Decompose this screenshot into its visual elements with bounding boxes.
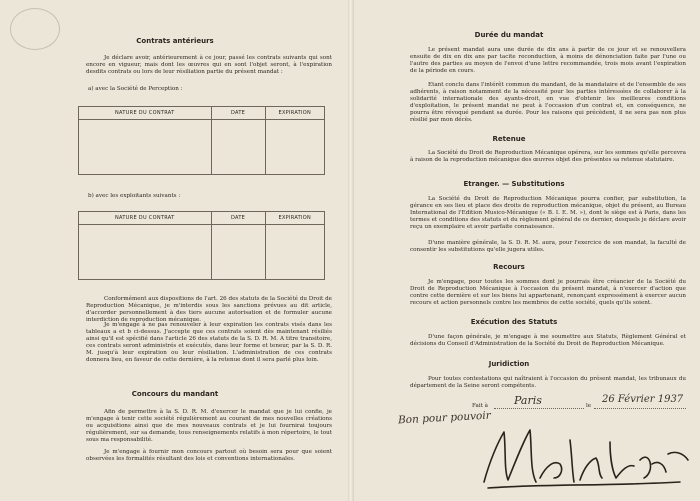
paragraph-substitutions: D'une manière générale, la S. D. R. M. aura, pour l'exercice de son mandat, la faculté de consentir les substitutions qu'elle jugera utiles. — [410, 240, 686, 253]
col-header-expiration: EXPIRATION — [265, 107, 324, 120]
table-cell — [265, 120, 324, 175]
heading-recours: Recours — [493, 263, 525, 271]
heading-etranger-substitutions: Etranger. — Substitutions — [463, 180, 565, 188]
heading-duree-mandat: Durée du mandat — [474, 31, 544, 39]
place-line — [494, 408, 584, 409]
heading-contrats-anterieurs: Contrats antérieurs — [136, 37, 214, 45]
date-line — [594, 408, 686, 409]
table-cell — [79, 120, 212, 175]
paragraph-juridiction: Pour toutes contestations qui naîtraient à l'occasion du présent mandat, les tribunaux du département de la Seine seront compétents. — [410, 376, 686, 389]
paragraph-statuts: D'une façon générale, je m'engage à me soumettre aux Statuts, Règlement Général et décisions du Conseil d'Administration de la Société du Droit de Reproduction Mécanique. — [410, 334, 686, 347]
heading-execution-statuts: Exécution des Statuts — [470, 318, 558, 326]
handwritten-place: Paris — [514, 394, 542, 407]
heading-retenue: Retenue — [492, 135, 526, 143]
col-header-nature: NATURE DU CONTRAT — [79, 107, 212, 120]
paragraph-formalites: Je m'engage à fournir mon concours partout où besoin sera pour que soient observées les formalités résultant des lois et conventions internationales. — [86, 449, 332, 462]
table-cell — [79, 225, 212, 280]
col-header-expiration: EXPIRATION — [265, 212, 324, 225]
heading-juridiction: Juridiction — [488, 360, 530, 368]
paragraph-interet-commun: Etant conclu dans l'intérêt commun du mandant, de la mandataire et de l'ensemble de ses adhérents, à raison notamment de la nécessité pour les parties intéressées de collaborer à la solidarité internationale des ayants-droit, en vue d'obtenir les meilleures conditions d'exploitation, le présent mandat ne peut à l'occasion d'un contrat et, en conséquence, ne pourra être révoqué pendant sa durée. Pour les raisons qui précèdent, il ne sera pas non plus résilié par mon décès. — [410, 82, 686, 123]
table-societe-perception — [78, 106, 325, 175]
table-cell — [265, 225, 324, 280]
table-cell — [211, 225, 265, 280]
heading-concours-mandant: Concours du mandant — [131, 390, 219, 398]
handwritten-bon-pour-pouvoir: Bon pour pouvoir — [397, 409, 492, 427]
section-a-label: a) avec la Société de Perception : — [88, 86, 183, 92]
paragraph-concours: Afin de permettre à la S. D. R. M. d'exercer le mandat que je lui confie, je m'engage à tenir cette société régulièrement au courant de mes nouvelles créations ou acquisitions ainsi que de mes nouveaux contrats et je lui fournirai toujours régulièrement, sur sa demande, tous renseignements relatifs à mon répertoire, le tout sous ma responsabilité. — [86, 409, 332, 443]
paragraph-recours: Je m'engage, pour toutes les sommes dont je pourrais être créancier de la Société du Droit de Reproduction Mécanique à l'occasion du présent mandat, à n'exercer d'action que contre cette dernière et sur les biens lui appartenant, renonçant expressément à exercer aucun recours et action personnels contre les membres de cette société, quels qu'ils soient. — [410, 279, 686, 306]
paragraph-retenue: La Société du Droit de Reproduction Mécanique opérera, sur les sommes qu'elle percevra à raison de la reproduction mécanique des œuvres objet des présentes sa retenue statutaire. — [410, 150, 686, 163]
paragraph-biem: La Société du Droit de Reproduction Mécanique pourra confier, par substitution, la gérance en ses lieu et place des droits de reproduction mécanique, objet du présent, au Bureau International de l'Edition Musico-Mécanique (« B. I. E. M. »), dont le siège est à Paris, dans les termes et conditions des statuts et du règlement général de ce dernier, desquels je déclare avoir reçu un exemplaire et avoir parfaite connaissance. — [410, 196, 686, 230]
faded-stamp — [10, 8, 60, 50]
paragraph-duree: Le présent mandat aura une durée de dix ans à partir de ce jour et se renouvellera ensuite de dix en dix ans par tacite reconduction, à moins de dénonciation faite par l'une ou l'autre des parties au moyen de l'envoi d'une lettre recommandée, trois mois avant l'expiration de la période en cours. — [410, 47, 686, 74]
col-header-nature: NATURE DU CONTRAT — [79, 212, 212, 225]
le-label: le — [586, 403, 592, 409]
intro-paragraph: Je déclare avoir, antérieurement à ce jour, passé les contrats suivants qui sont encore en vigueur, mais dont les œuvres qui en sont l'objet seront, à l'expiration desdits contrats ou lors de leur résiliation partie du présent mandat : — [86, 55, 332, 75]
paragraph-non-renouvellement: Je m'engage à ne pas renouveler à leur expiration les contrats visés dans les tableaux a et b ci-dessus. J'accepte que ces contrats soient dès maintenant résiliés ainsi qu'il est spécifié dans l'article 26 des statuts de la S. D. R. M. A titre transitoire, ces contrats seront administrés et exécutés, dans leur forme et teneur, par la S. D. R. M. jusqu'à leur expiration ou leur résiliation. L'administration de ces contrats donnera lieu, en faveur de cette dernière, à la retenue dont il sera parlé plus loin. — [86, 322, 332, 363]
table-cell — [211, 120, 265, 175]
col-header-date: DATE — [211, 212, 265, 225]
signature-graphic — [480, 420, 694, 496]
col-header-date: DATE — [211, 107, 265, 120]
table-exploitants — [78, 211, 325, 280]
left-page — [0, 0, 348, 501]
right-page — [354, 0, 700, 501]
paragraph-article-26: Conformément aux dispositions de l'art. 26 des statuts de la Société du Droit de Reproduction Mécanique, je m'interdis sous les sanctions prévues au dit article, d'accorder personnellement à des tiers aucune autorisation et de formuler aucune interdiction de reproduction mécanique. — [86, 296, 332, 323]
handwritten-date: 26 Février 1937 — [602, 394, 684, 405]
fait-a-label: Fait à — [472, 403, 488, 409]
section-b-label: b) avec les exploitants suivants : — [88, 193, 181, 199]
